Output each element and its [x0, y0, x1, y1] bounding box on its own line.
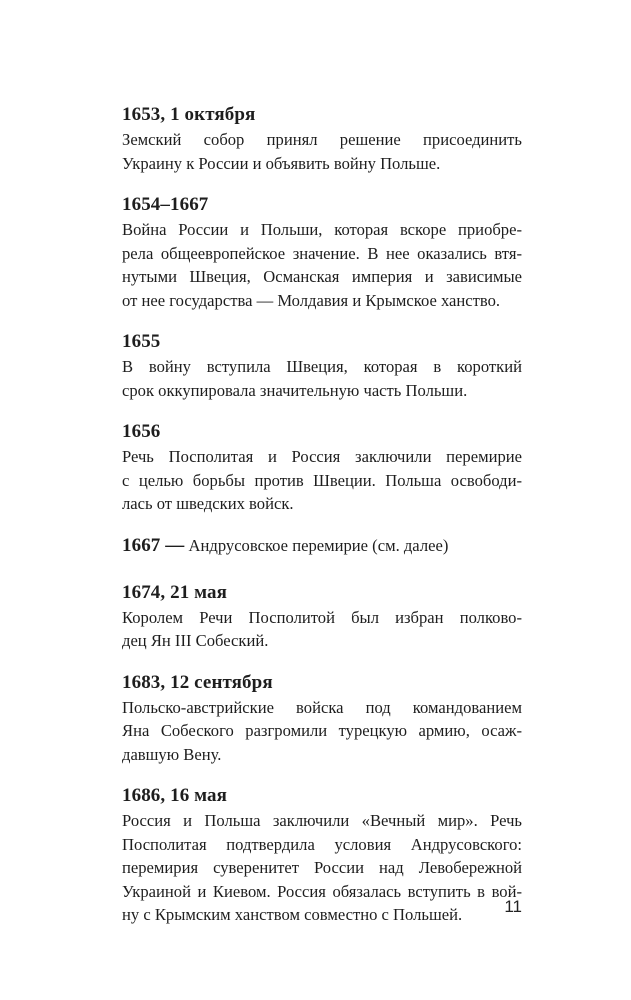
text-line: Королем Речи Посполитой был избран полково- [122, 607, 522, 627]
timeline-entry [122, 579, 522, 653]
text-line: дец Ян III Собеский. [122, 631, 269, 650]
timeline-entry [122, 191, 522, 312]
text-line: от нее государства — Молдавия и Крымское ханство. [122, 290, 501, 310]
text-line: Яна Собеского разгромили турецкую армию, осаж- [122, 721, 522, 740]
text-line: Россия и Польша заключили «Вечный мир». Речь [122, 811, 522, 830]
text-line: с целью борьбы против Швеции. Польша освободи- [122, 470, 522, 490]
text-line: Украину к России и объявить войну Польше. [122, 153, 441, 173]
entry-text [122, 128, 522, 175]
timeline-entry [122, 418, 522, 516]
entry-text [122, 355, 522, 402]
entry-date: 1674, 21 мая [122, 581, 228, 603]
entry-text [122, 809, 522, 927]
entry-text [122, 218, 522, 312]
entry-text [122, 445, 522, 516]
text-line: срок оккупировала значительную часть Польши. [122, 380, 468, 400]
text-line: Польско-австрийские войска под командованием [122, 697, 522, 717]
timeline-entry-inline [122, 532, 522, 559]
text-line: перемирия суверенитет России над Левобережной [122, 858, 522, 877]
entry-date: 1654–1667 [122, 194, 209, 215]
text-line: Земский собор принял решение присоединить [122, 130, 522, 149]
entry-text: Андрусовское перемирие (см. далее) [188, 535, 449, 555]
entry-date: 1683, 12 сентября [122, 671, 273, 693]
text-line: рела общеевропейское значение. В нее оказались втя- [122, 243, 522, 263]
text-line: ну с Крымским ханством совместно с Польшей. [122, 905, 463, 924]
text-line: В войну вступила Швеция, которая в короткий [122, 357, 522, 376]
text-line: нутыми Швеция, Османская империя и зависимые [122, 267, 522, 286]
timeline-entry [122, 101, 522, 175]
text-line: Речь Посполитая и Россия заключили перемирие [122, 447, 522, 466]
entry-text [122, 696, 522, 767]
page-number: 11 [504, 897, 522, 916]
timeline-entry [122, 669, 522, 767]
entry-date: 1667 — [122, 534, 185, 556]
page-content [122, 101, 522, 943]
text-line: давшую Вену. [122, 744, 222, 764]
entry-date: 1653, 1 октября [122, 104, 256, 125]
entry-date: 1655 [122, 331, 161, 352]
text-line: Посполитая подтвердила условия Андрусовского: [122, 834, 522, 854]
text-line: Война России и Польши, которая вскоре приобре- [122, 220, 522, 239]
text-line: Украиной и Киевом. Россия обязалась вступить в вой- [122, 881, 522, 901]
timeline-entry [122, 328, 522, 402]
entry-text [122, 606, 522, 653]
entry-date: 1656 [122, 421, 161, 442]
text-line: лась от шведских войск. [122, 494, 294, 513]
timeline-entry [122, 782, 522, 927]
entry-date: 1686, 16 мая [122, 785, 228, 806]
